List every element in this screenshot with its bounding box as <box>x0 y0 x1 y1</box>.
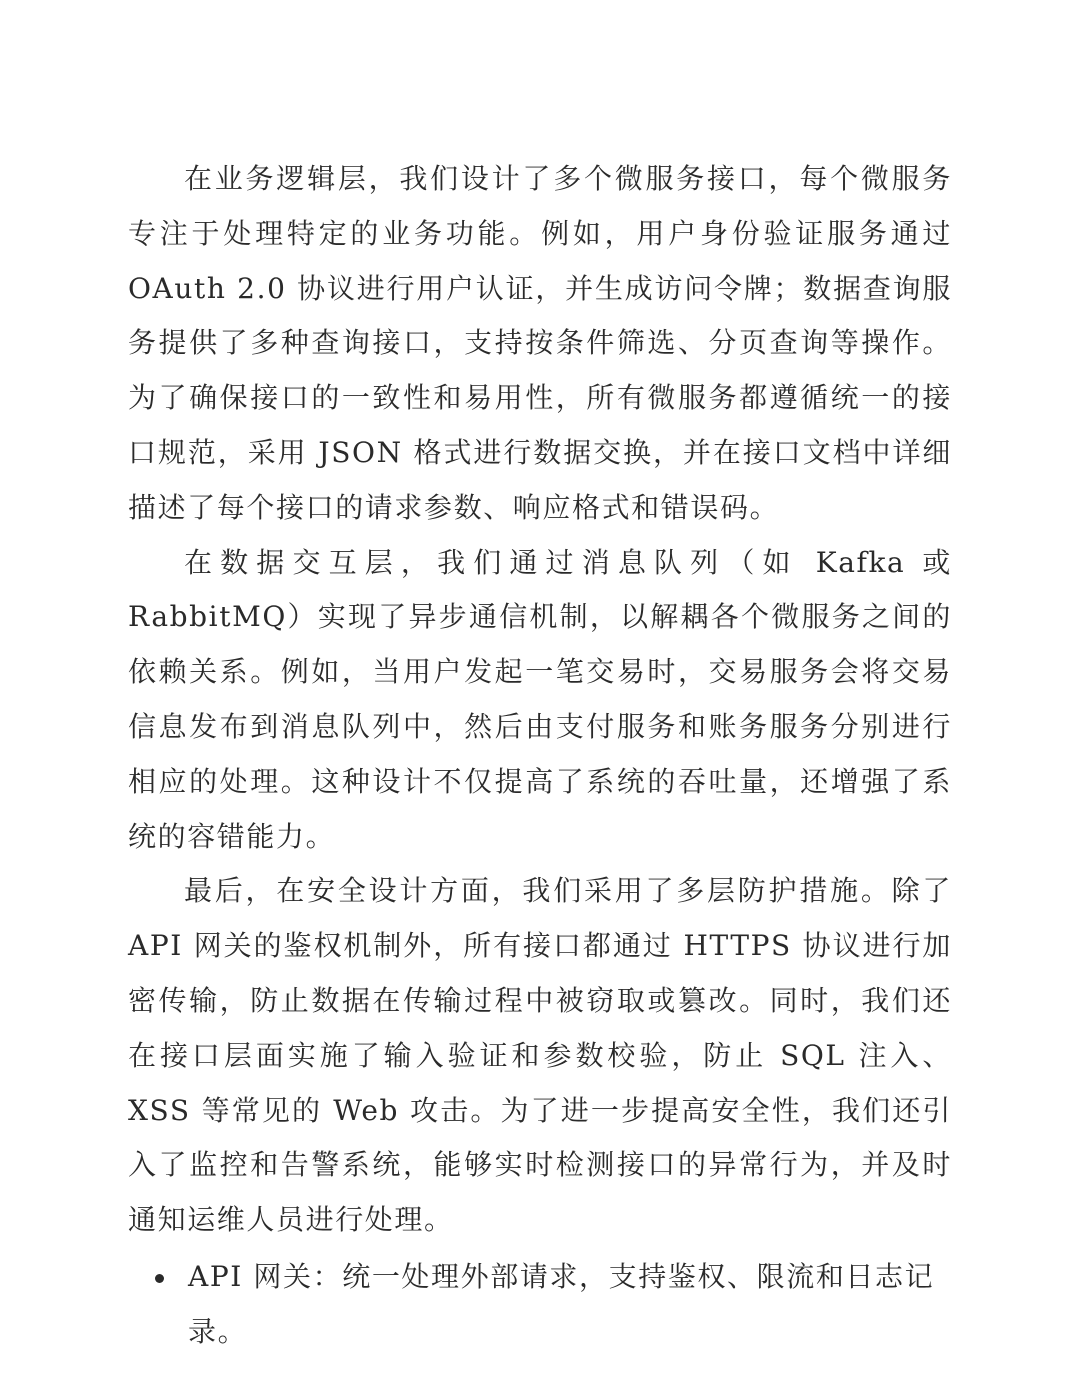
paragraph-security-design: 最后，在安全设计方面，我们采用了多层防护措施。除了 API 网关的鉴权机制外，所有接口都通过 HTTPS 协议进行加密传输，防止数据在传输过程中被窃取或篡改。同时，我们还在接口层面实施了输入验证和参数校验，防止 SQL 注入、XSS 等常见的 Web 攻击。为了进一步提高安全性，我们还引入了监控和告警系统，能够实时检测接口的异常行为，并及时通知运维人员进行处理。 <box>128 874 952 1237</box>
list-item <box>128 1250 952 1360</box>
bullet-list <box>128 1250 952 1360</box>
list-item-text: API 网关：统一处理外部请求，支持鉴权、限流和日志记录。 <box>188 1259 935 1348</box>
document-body <box>128 152 952 1360</box>
paragraph-business-logic: 在业务逻辑层，我们设计了多个微服务接口，每个微服务专注于处理特定的业务功能。例如，用户身份验证服务通过 OAuth 2.0 协议进行用户认证，并生成访问令牌；数据查询服务提供了多种查询接口，支持按条件筛选、分页查询等操作。为了确保接口的一致性和易用性，所有微服务都遵循统一的接口规范，采用 JSON 格式进行数据交换，并在接口文档中详细描述了每个接口的请求参数、响应格式和错误码。 <box>128 162 952 524</box>
paragraph-data-interaction: 在数据交互层，我们通过消息队列（如 Kafka 或 RabbitMQ）实现了异步通信机制，以解耦各个微服务之间的依赖关系。例如，当用户发起一笔交易时，交易服务会将交易信息发布到消息队列中，然后由支付服务和账务服务分别进行相应的处理。这种设计不仅提高了系统的吞吐量，还增强了系统的容错能力。 <box>128 545 952 853</box>
bullet-dot-icon <box>155 1274 164 1283</box>
